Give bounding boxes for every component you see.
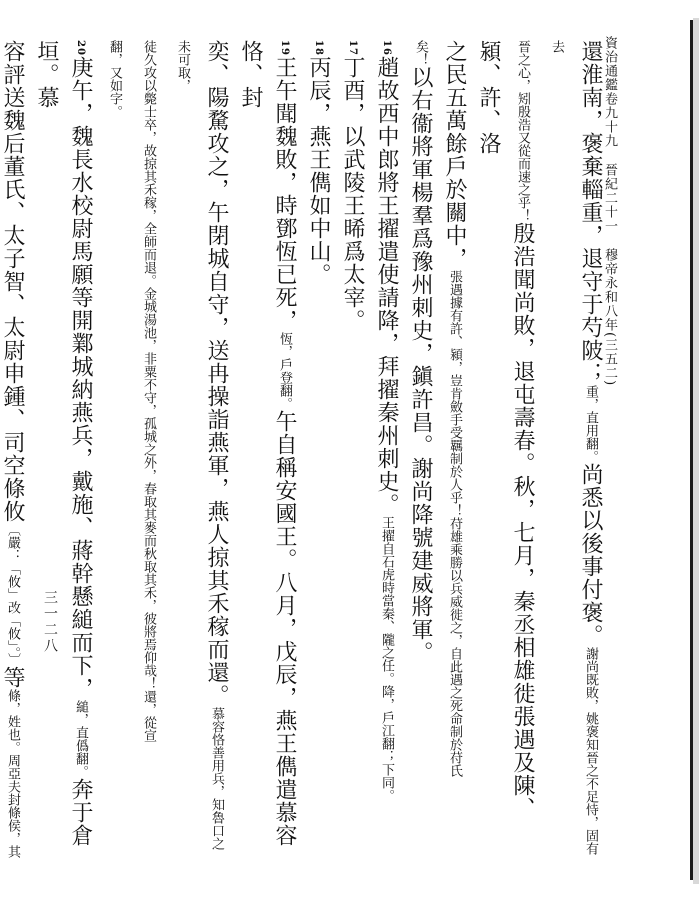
- text-line: 19王午聞魏敗，時鄧恆已死，恆，戶登翻。午自稱安國王。八月，戊辰，燕王儁遣慕容恪、封: [238, 40, 297, 847]
- text-line: 容評送魏后董氏、太子智、太尉申鍾、司空條攸〔嚴：「攸」改「攸」。〕等條，姓也。周亞夫封條侯，其: [0, 40, 25, 858]
- year-title: 穆帝永和八年(三五二): [602, 248, 617, 387]
- text-line: 16趙故西中郎將王擢遣使請降，拜擢秦州刺史。王擢自石虎時當秦、隴之任。降，戶江翻；下同。: [374, 40, 399, 802]
- text-line: 18丙辰，燕王儁如中山。: [306, 40, 331, 286]
- text-line: 還淮南，褒棄輜重，退守于芍陂；重，直用翻。尚悉以後事付褒。謝尚既敗，姚褒知晉之不足恃，固有去: [549, 40, 603, 855]
- reign-title: 晉紀二十一: [602, 163, 617, 234]
- book-title: 資治通鑑卷九十九: [602, 36, 617, 148]
- text-line: 翻，又如字。: [107, 40, 122, 118]
- text-line: 之民五萬餘戶於關中，張遇據有許、潁，豈肯斂手受羈制於人乎！苻雄乘勝以兵威徙之，自此遇之死命制於苻氏: [442, 40, 467, 777]
- text-line: 晉之心，矧殷浩又從而速之乎！殷浩聞尚敗，退屯壽春。秋，七月，秦丞相雄徙張遇及陳、潁、許、洛: [476, 40, 535, 820]
- body-text: [0, 40, 607, 860]
- window-edge-shadow: [693, 18, 699, 884]
- text-line: 奕、陽騖攻之，午閉城自守，送冉操詣燕軍，燕人掠其禾稼而還。慕容恪善用兵，知魯口之未可取，: [175, 40, 229, 850]
- text-line: 20庚午，魏長水校尉馬願等開鄴城納燕兵，戴施、蔣幹懸縋而下，縋，直僞翻。奔于倉垣。慕: [34, 40, 93, 847]
- page-number: 三一二八: [42, 590, 58, 654]
- window-edge: [690, 20, 693, 880]
- text-line: 徒久攻以斃士卒，故掠其禾稼，全師而退。金城湯池，非粟不守，孤城之外，春取其麥而秋取其禾，彼將焉仰哉！還，從宣: [141, 40, 156, 742]
- text-line: 矣！以右衞將軍楊羣爲豫州刺史，鎭許昌。謝尚降號建威將軍。: [408, 40, 433, 664]
- text-line: 17丁酉，以武陵王晞爲太宰。: [340, 40, 365, 332]
